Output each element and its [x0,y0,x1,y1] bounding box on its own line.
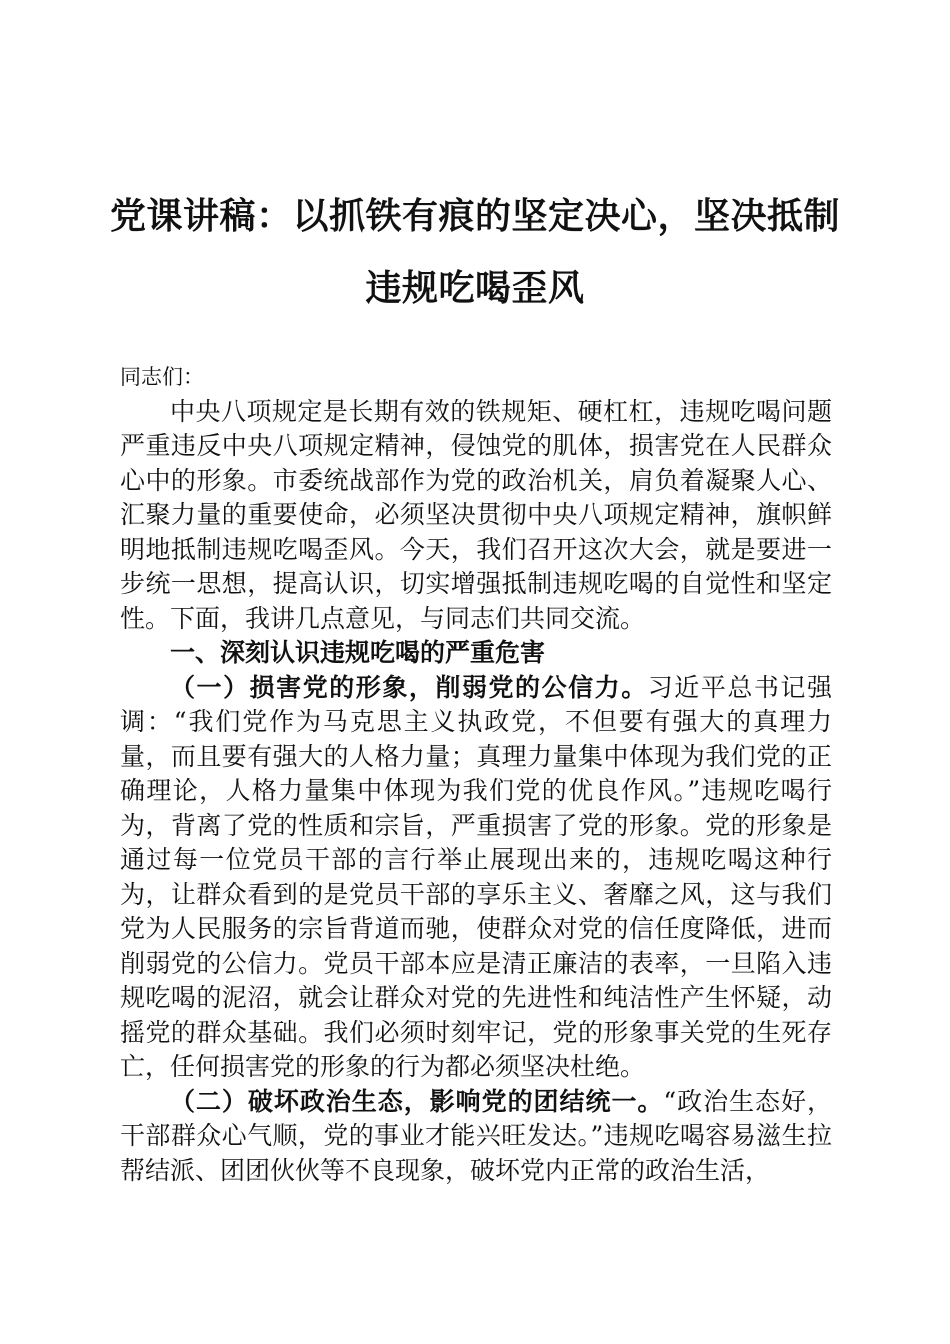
section-heading-1: 一、深刻认识违规吃喝的严重危害 [170,638,546,667]
point-2-title: （二）破坏政治生态，影响党的团结统一。 [170,1086,664,1116]
point-2-body: “政治生态好，干部群众心气顺，党的事业才能兴旺发达。”违规吃喝容易滋生拉帮结派、团团伙伙等不良现象，破坏党内正常的政治生活， [120,1086,832,1185]
document-title-line-1: 党课讲稿：以抓铁有痕的坚定决心，坚决抵制 [109,195,840,237]
document-title-line-2: 违规吃喝歪风 [365,267,585,309]
point-1-body: 习近平总书记强调：“我们党作为马克思主义执政党，不但要有强大的真理力量，而且要有强大的人格力量；真理力量集中体现为我们党的正确理论，人格力量集中体现为我们党的优良作风。”违规吃喝行为，背离了党的性质和宗旨，严重损害了党的形象。党的形象是通过每一位党员干部的言行举止展现出来的，违规吃喝这种行为，让群众看到的是党员干部的享乐主义、奢靡之风，这与我们党为人民服务的宗旨背道而驰，使群众对党的信任度降低，进而削弱党的公信力。党员干部本应是清正廉洁的表率，一旦陷入违规吃喝的泥沼，就会让群众对党的先进性和纯洁性产生怀疑，动摇党的群众基础。我们必须时刻牢记，党的形象事关党的生死存亡，任何损害党的形象的行为都必须坚决杜绝。 [120,672,832,1081]
document-body [120,360,832,1188]
point-1-paragraph [120,671,832,1085]
salutation: 同志们： [120,365,204,389]
point-1-title: （一）损害党的形象，削弱党的公信力。 [170,672,648,702]
intro-paragraph: 中央八项规定是长期有效的铁规矩、硬杠杠，违规吃喝问题严重违反中央八项规定精神，侵蚀党的肌体，损害党在人民群众心中的形象。市委统战部作为党的政治机关，肩负着凝聚人心、汇聚力量的重要使命，必须坚决贯彻中央八项规定精神，旗帜鲜明地抵制违规吃喝歪风。今天，我们召开这次大会，就是要进一步统一思想，提高认识，切实增强抵制违规吃喝的自觉性和坚定性。下面，我讲几点意见，与同志们共同交流。 [120,396,832,633]
point-2-paragraph [120,1085,832,1189]
